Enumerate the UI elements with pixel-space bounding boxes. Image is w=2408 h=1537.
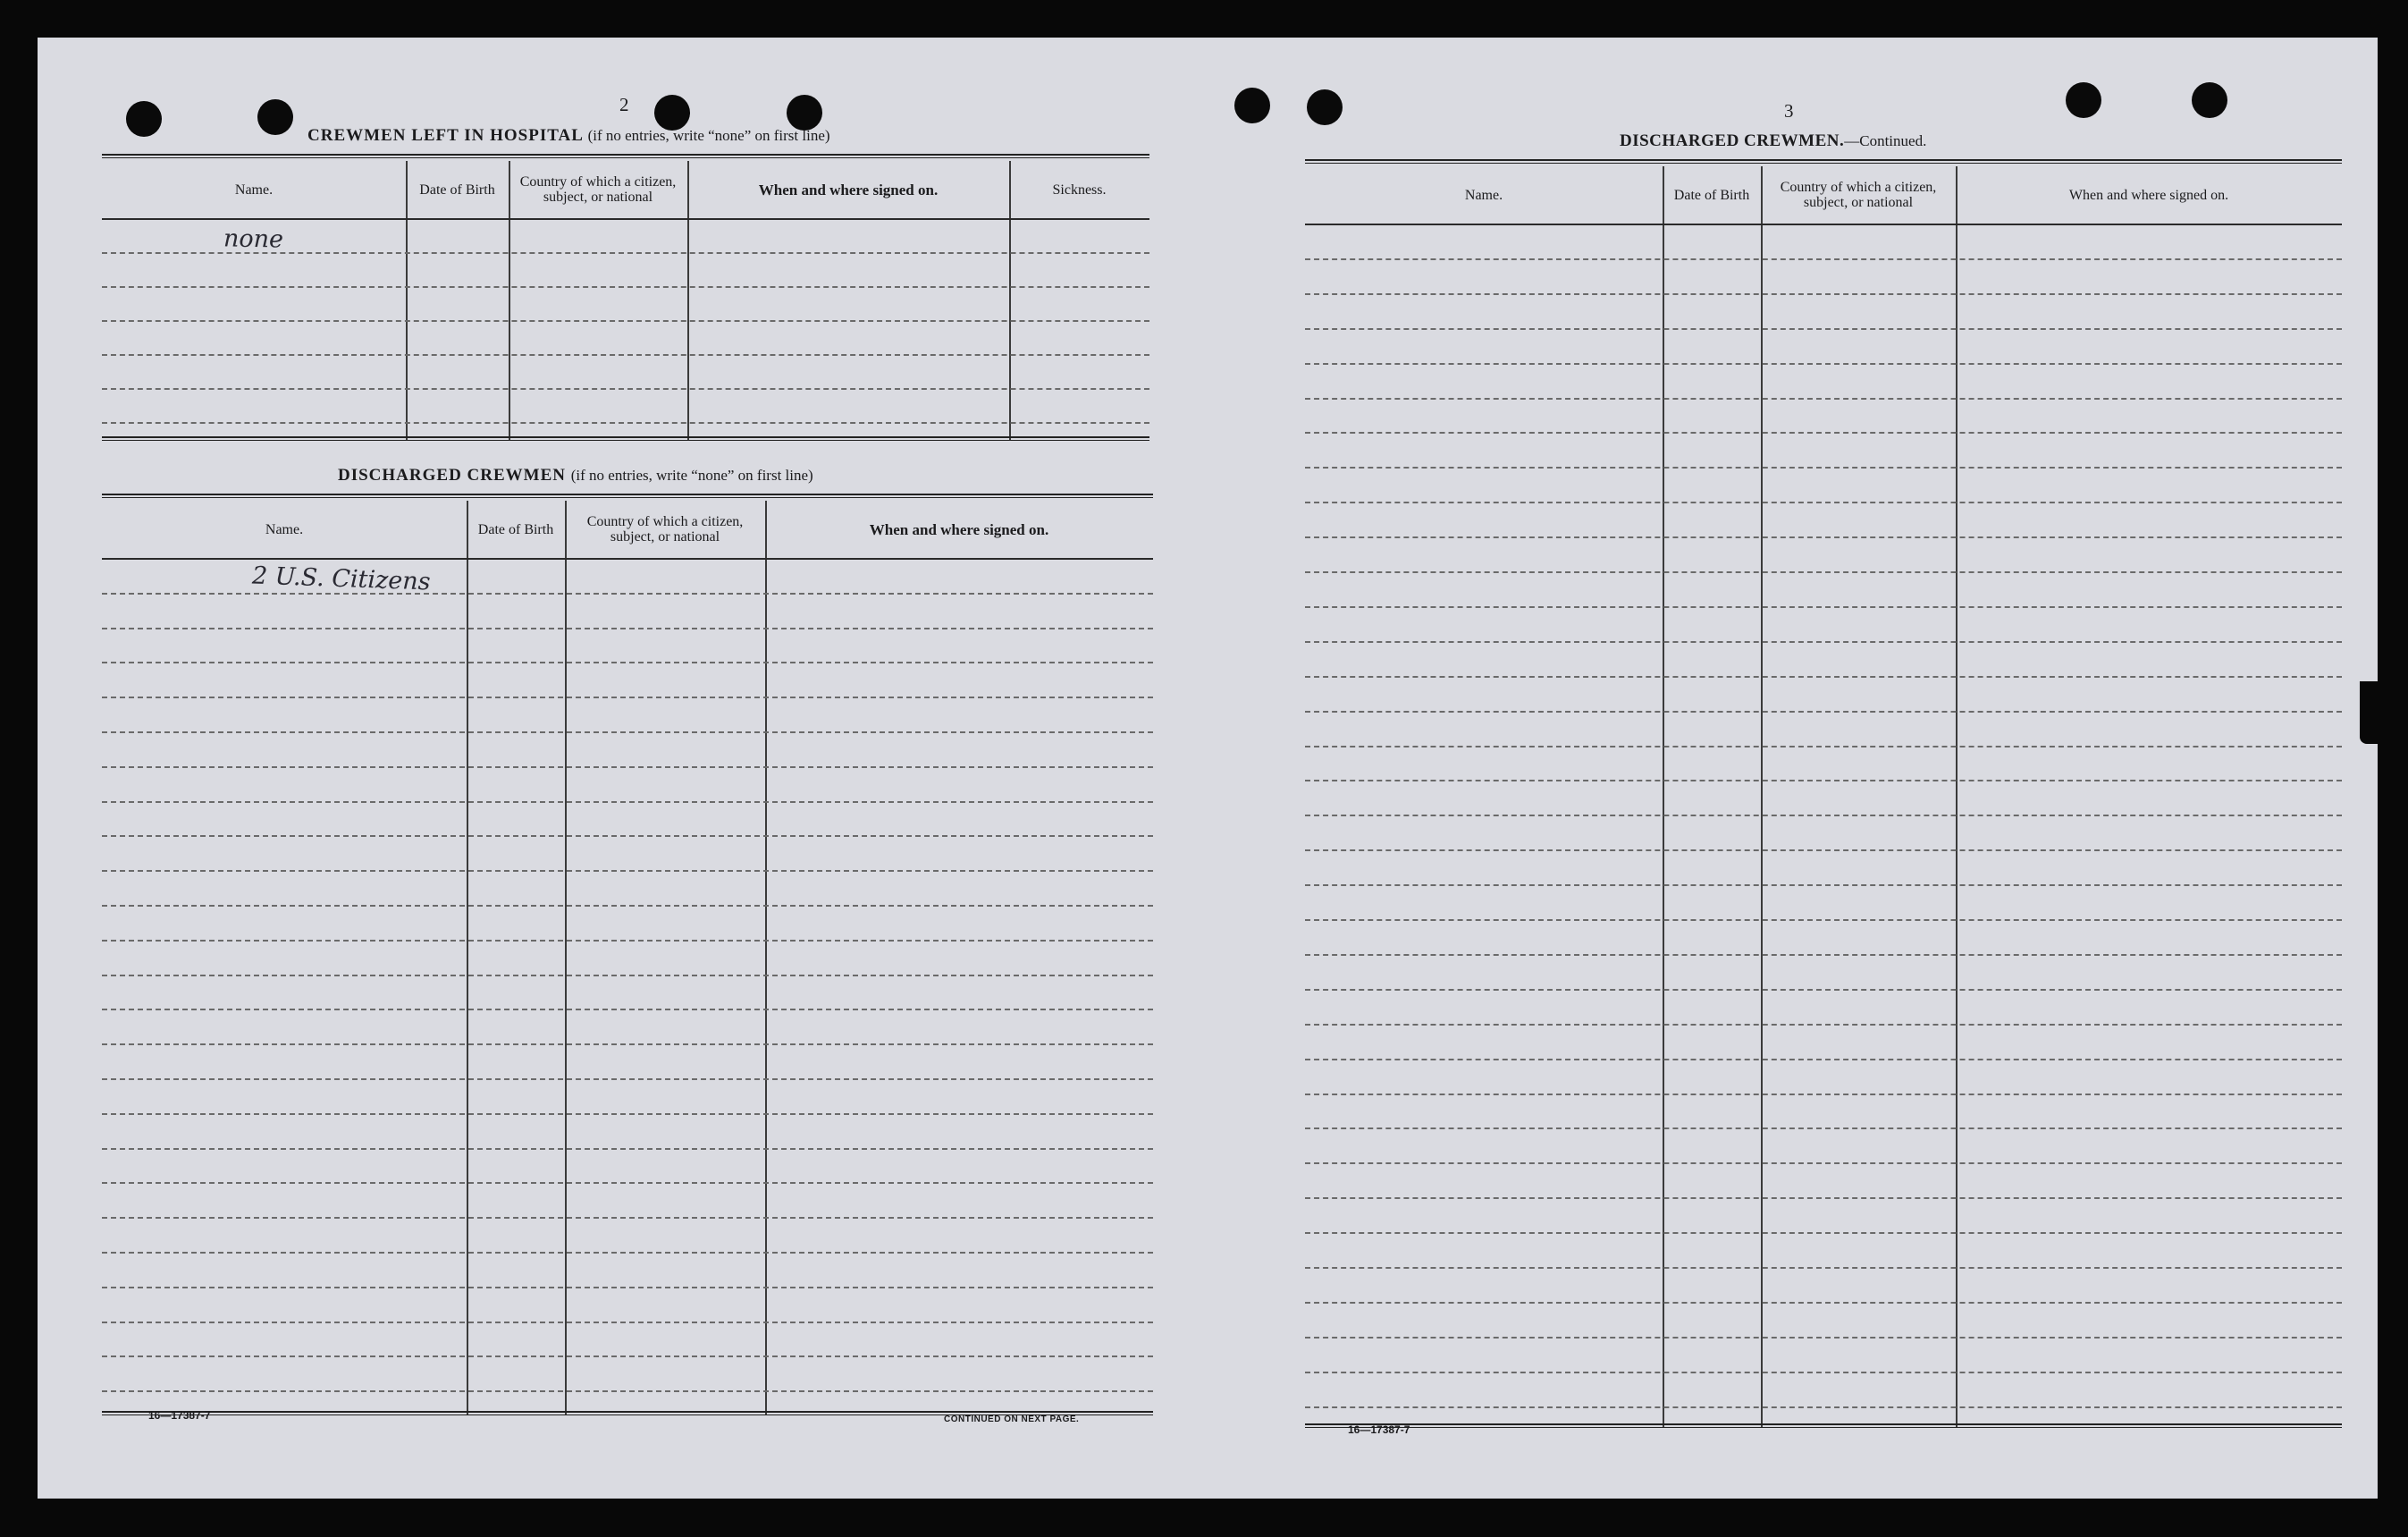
entry-line (102, 1043, 1153, 1045)
entry-line (1305, 711, 2342, 713)
entry-line (102, 1078, 1153, 1080)
column-divider (765, 501, 767, 1415)
form-number: 16—17387-7 (1348, 1423, 1410, 1436)
entry-line (102, 1009, 1153, 1010)
entry-line (102, 766, 1153, 768)
hospital-section-title (307, 126, 830, 146)
table-bottom-rule (102, 436, 1149, 441)
hospital-title-note: (if no entries, write “none” on first line) (587, 127, 830, 144)
column-header: When and where signed on. (2068, 187, 2229, 203)
entry-line (1305, 328, 2342, 330)
entry-line (1305, 780, 2342, 781)
entry-line (102, 905, 1153, 907)
entry-line (1305, 641, 2342, 643)
entry-line (1305, 293, 2342, 295)
entry-line (1305, 398, 2342, 400)
right-section-title (1620, 131, 1926, 151)
right-title-text: DISCHARGED CREWMEN. (1620, 131, 1845, 150)
punch-hole (2066, 82, 2101, 118)
entry-line (1305, 884, 2342, 886)
entry-line (1305, 571, 2342, 573)
entry-line (102, 388, 1149, 390)
hospital-table (102, 154, 1149, 440)
handwritten-citizens-entry: 2 U.S. Citizens (251, 562, 432, 596)
entry-line (102, 1252, 1153, 1254)
header-bottom-rule (1305, 224, 2342, 225)
punch-hole (126, 101, 162, 137)
column-header: Country of which a citizen, subject, or national (586, 514, 744, 545)
entry-line (1305, 1232, 2342, 1234)
discharged-continued-table (1305, 159, 2342, 1427)
column-header: Date of Birth (419, 182, 495, 198)
entry-line (1305, 363, 2342, 365)
column-header: When and where signed on. (758, 181, 939, 198)
column-divider (687, 161, 689, 440)
entry-line (1305, 606, 2342, 608)
table-top-rule (1305, 159, 2342, 164)
entry-line (102, 1182, 1153, 1184)
column-divider (509, 161, 510, 440)
entry-line (1305, 1024, 2342, 1026)
entry-line (102, 1355, 1153, 1357)
right-page (1200, 38, 2378, 1499)
entry-line (1305, 746, 2342, 747)
header-bottom-rule (102, 218, 1149, 220)
punch-hole (787, 95, 822, 131)
column-header: Date of Birth (477, 521, 554, 537)
entry-line (1305, 432, 2342, 434)
entry-line (1305, 1094, 2342, 1095)
column-header: Country of which a citizen, subject, or national (519, 174, 677, 205)
entry-line (1305, 954, 2342, 956)
entry-line (102, 628, 1153, 629)
entry-line (1305, 676, 2342, 678)
entry-line (1305, 1372, 2342, 1373)
column-divider (1663, 166, 1664, 1427)
column-header: Country of which a citizen, subject, or national (1780, 180, 1937, 210)
column-divider (1761, 166, 1763, 1427)
page-number: 3 (1784, 100, 1794, 122)
entry-line (102, 1113, 1153, 1115)
column-divider (1009, 161, 1011, 440)
table-bottom-rule (1305, 1423, 2342, 1428)
discharged-title-text: DISCHARGED CREWMEN (338, 466, 566, 485)
entry-line (102, 286, 1149, 288)
entry-line (102, 422, 1149, 424)
entry-line (1305, 1337, 2342, 1339)
entry-line (1305, 1267, 2342, 1269)
page-number: 2 (619, 94, 629, 115)
entry-line (1305, 1162, 2342, 1164)
entry-line (1305, 502, 2342, 503)
entry-line (102, 940, 1153, 942)
continued-note: CONTINUED ON NEXT PAGE. (944, 1415, 1080, 1424)
punch-hole (1234, 88, 1270, 123)
discharged-table (102, 494, 1153, 1415)
entry-line (102, 731, 1153, 733)
discharged-section-title (338, 466, 813, 486)
entry-line (102, 1287, 1153, 1288)
entry-line (1305, 815, 2342, 816)
entry-line (102, 1390, 1153, 1392)
entry-line (102, 320, 1149, 322)
right-title-suffix: —Continued. (1844, 132, 1927, 149)
entry-line (102, 975, 1153, 976)
hospital-title-text: CREWMEN LEFT IN HOSPITAL (307, 126, 583, 145)
discharged-title-note: (if no entries, write “none” on first line) (570, 467, 813, 484)
punch-hole (257, 99, 293, 135)
column-divider (467, 501, 468, 1415)
left-page (38, 38, 1200, 1499)
form-number: 16—17387-7 (148, 1409, 211, 1422)
entry-line (102, 1322, 1153, 1323)
entry-line (102, 1217, 1153, 1219)
column-header: Date of Birth (1673, 187, 1750, 203)
entry-line (1305, 467, 2342, 469)
entry-line (1305, 989, 2342, 991)
document-sheet (38, 38, 2378, 1499)
entry-line (1305, 258, 2342, 260)
entry-line (1305, 1302, 2342, 1304)
entry-line (1305, 1197, 2342, 1199)
entry-line (1305, 536, 2342, 538)
column-divider (565, 501, 567, 1415)
punch-hole (2192, 82, 2227, 118)
column-header: When and where signed on. (869, 520, 1049, 538)
punch-hole (654, 95, 690, 131)
entry-line (1305, 1406, 2342, 1408)
table-top-rule (102, 154, 1149, 158)
entry-line (102, 870, 1153, 872)
column-divider (1956, 166, 1958, 1427)
entry-line (1305, 849, 2342, 851)
entry-line (102, 801, 1153, 803)
entry-line (102, 354, 1149, 356)
table-top-rule (102, 494, 1153, 498)
handwritten-none-entry: none (223, 224, 284, 254)
header-bottom-rule (102, 558, 1153, 560)
entry-line (102, 662, 1153, 663)
column-header: Sickness. (1052, 182, 1107, 198)
punch-hole (1307, 89, 1343, 125)
entry-line (1305, 919, 2342, 921)
entry-line (102, 697, 1153, 698)
column-divider (406, 161, 408, 440)
entry-line (102, 835, 1153, 837)
page-edge-notch (2360, 681, 2379, 744)
entry-line (1305, 1127, 2342, 1129)
column-header: Name. (1464, 187, 1503, 203)
entry-line (102, 1148, 1153, 1150)
column-header: Name. (265, 521, 304, 537)
column-header: Name. (234, 182, 274, 198)
entry-line (102, 593, 1153, 595)
entry-line (1305, 1059, 2342, 1060)
